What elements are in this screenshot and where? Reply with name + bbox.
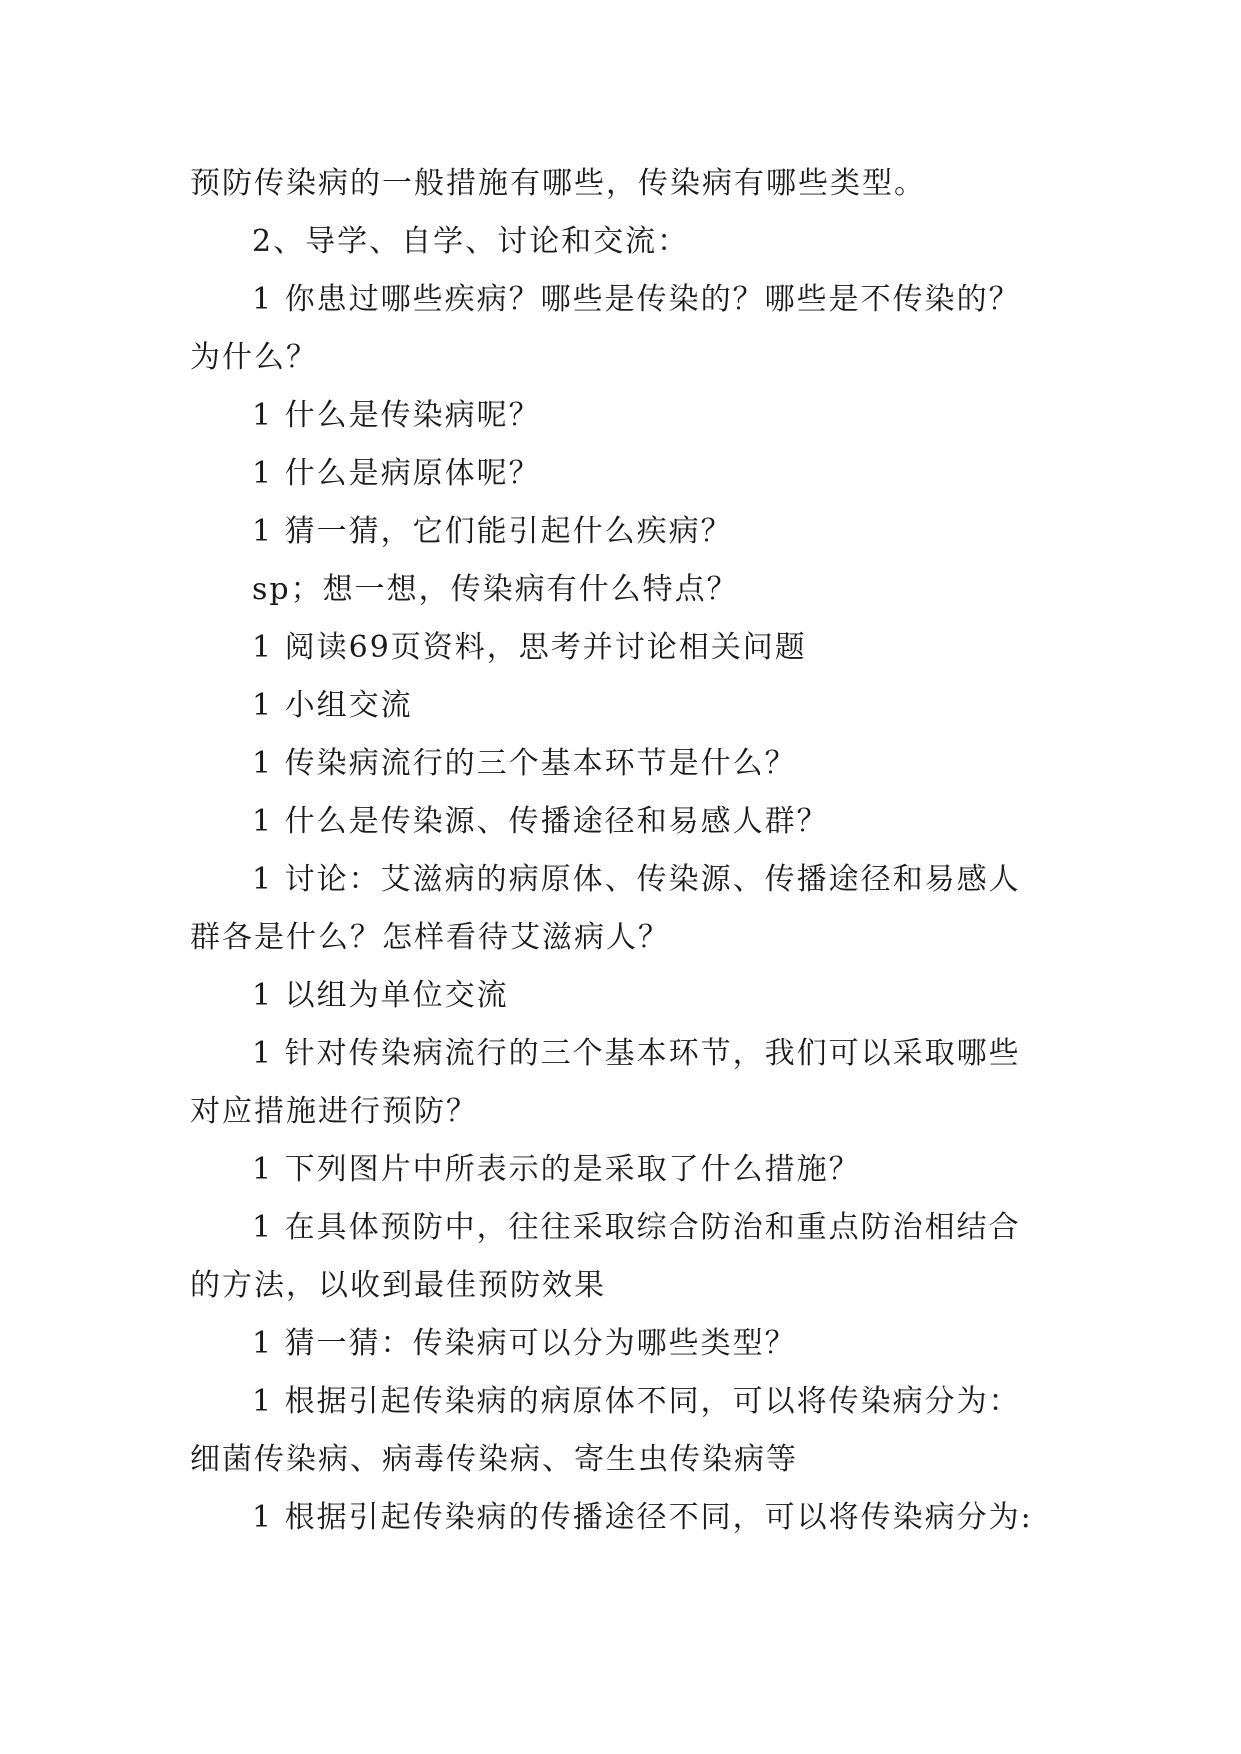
text-line: 1 猜一猜：传染病可以分为哪些类型？ — [252, 1326, 797, 1361]
text-line: 1 以组为单位交流 — [252, 978, 509, 1013]
text-line: sp；想一想，传染病有什么特点？ — [252, 572, 739, 607]
text-line: 1 什么是病原体呢？ — [252, 456, 541, 491]
text-line: 为什么？ — [190, 340, 318, 375]
text-line: 2、导学、自学、讨论和交流： — [252, 224, 690, 259]
text-line: 对应措施进行预防？ — [190, 1094, 478, 1129]
text-line: 1 小组交流 — [252, 688, 413, 723]
text-line: 1 根据引起传染病的病原体不同，可以将传染病分为： — [252, 1384, 1021, 1419]
text-line: 1 传染病流行的三个基本环节是什么？ — [252, 746, 797, 781]
text-line: 预防传染病的一般措施有哪些，传染病有哪些类型。 — [190, 166, 926, 201]
text-line: 的方法，以收到最佳预防效果 — [190, 1268, 606, 1303]
text-line: 1 根据引起传染病的传播途径不同，可以将传染病分为: — [252, 1500, 1033, 1535]
text-line: 1 在具体预防中，往往采取综合防治和重点防治相结合 — [252, 1210, 1021, 1245]
text-line: 细菌传染病、病毒传染病、寄生虫传染病等 — [190, 1442, 798, 1477]
text-line: 1 你患过哪些疾病？哪些是传染的？哪些是不传染的？ — [252, 282, 1021, 317]
text-line: 群各是什么？怎样看待艾滋病人？ — [190, 920, 670, 955]
text-line: 1 猜一猜，它们能引起什么疾病？ — [252, 514, 733, 549]
document-body — [190, 155, 1070, 1547]
text-line: 1 什么是传染病呢？ — [252, 398, 541, 433]
text-line: 1 阅读69页资料，思考并讨论相关问题 — [252, 630, 807, 665]
text-line: 1 下列图片中所表示的是采取了什么措施？ — [252, 1152, 861, 1187]
text-line: 1 针对传染病流行的三个基本环节，我们可以采取哪些 — [252, 1036, 1021, 1071]
text-line: 1 什么是传染源、传播途径和易感人群？ — [252, 804, 829, 839]
text-line: 1 讨论：艾滋病的病原体、传染源、传播途径和易感人 — [252, 862, 1021, 897]
